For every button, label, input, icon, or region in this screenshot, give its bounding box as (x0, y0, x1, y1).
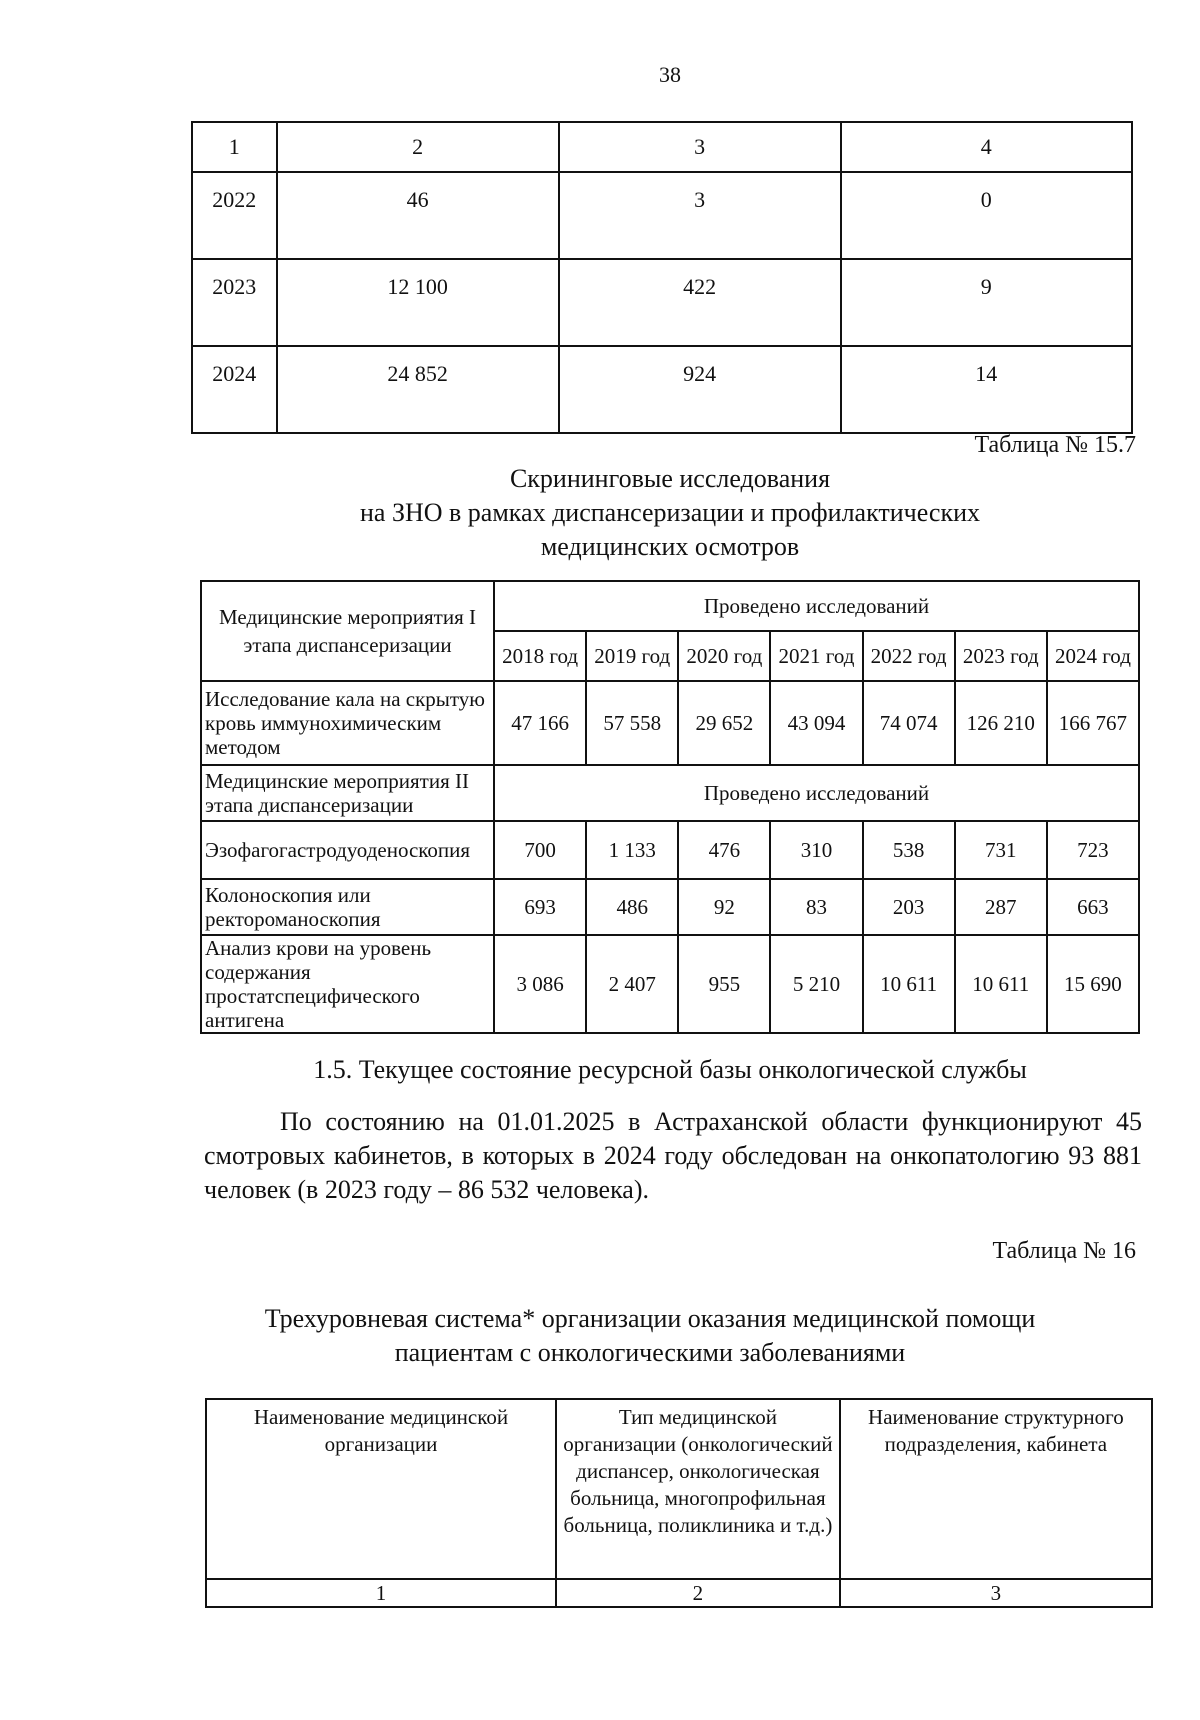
table-cell: 10 611 (863, 935, 955, 1033)
year-header: 2018 год (494, 631, 586, 681)
column-number: 1 (206, 1579, 556, 1607)
table-cell: 1 133 (586, 821, 678, 879)
stage2-header-row (201, 765, 1139, 821)
table-cell: 693 (494, 879, 586, 935)
table-caption (0, 462, 1200, 564)
table-cell: 723 (1047, 821, 1139, 879)
table-cell: 700 (494, 821, 586, 879)
table-cell: 9 (841, 259, 1132, 346)
table-header-cell: Наименование медицинской организации (206, 1399, 556, 1579)
stage2-header: Медицинские мероприятия II этапа диспансеризации (201, 765, 494, 821)
table-cell: 476 (678, 821, 770, 879)
caption-line: на ЗНО в рамках диспансеризации и профилактических (359, 498, 980, 527)
table-cell: 92 (678, 879, 770, 935)
table-header-row (192, 122, 1132, 172)
table-cell: 2023 (192, 259, 277, 346)
screening-table (200, 580, 1140, 1034)
table-cell: 166 767 (1047, 681, 1139, 765)
caption-line: медицинских осмотров (540, 532, 800, 561)
table-cell: 731 (955, 821, 1047, 879)
table-cell: 310 (770, 821, 862, 879)
column-number-row (206, 1579, 1152, 1607)
table-label: Таблица № 15.7 (974, 432, 1136, 458)
year-header: 2023 год (955, 631, 1047, 681)
table-row (201, 681, 1139, 765)
table-cell: 57 558 (586, 681, 678, 765)
table-cell: 422 (559, 259, 841, 346)
table-cell: 83 (770, 879, 862, 935)
table-label: Таблица № 16 (992, 1238, 1136, 1264)
stage1-header: Медицинские мероприятия I этапа диспансеризации (201, 581, 494, 681)
table-cell: 47 166 (494, 681, 586, 765)
table-row (201, 879, 1139, 935)
three-level-system-table (205, 1398, 1153, 1608)
table-header-cell: Наименование структурного подразделения, кабинета (840, 1399, 1152, 1579)
row-label: Эзофагогастродуоденоскопия (201, 821, 494, 879)
table-cell: 2022 (192, 172, 277, 259)
table-caption (0, 1302, 1200, 1370)
table-cell: 287 (955, 879, 1047, 935)
year-header: 2021 год (770, 631, 862, 681)
table-cell: 24 852 (277, 346, 559, 433)
table-cell: 924 (559, 346, 841, 433)
table-header-cell: 4 (841, 122, 1132, 172)
column-number: 2 (556, 1579, 840, 1607)
table-cell: 663 (1047, 879, 1139, 935)
table-cell: 5 210 (770, 935, 862, 1033)
table-cell: 2024 (192, 346, 277, 433)
group-header: Проведено исследований (494, 581, 1139, 631)
table-cell: 15 690 (1047, 935, 1139, 1033)
table-cell: 126 210 (955, 681, 1047, 765)
table-row (192, 346, 1132, 433)
table-cell: 43 094 (770, 681, 862, 765)
table-cell: 486 (586, 879, 678, 935)
table-cell: 203 (863, 879, 955, 935)
table-cell: 74 074 (863, 681, 955, 765)
continuation-table (191, 121, 1133, 434)
table-row (201, 935, 1139, 1033)
table-header-cell: Тип медицинской организации (онкологический диспансер, онкологическая больница, многопрофильная больница, поликлиника и т.д.) (556, 1399, 840, 1579)
year-header: 2024 год (1047, 631, 1139, 681)
row-label: Колоноскопия или ректороманоскопия (201, 879, 494, 935)
caption-line: Трехуровневая система* организации оказания медицинской помощи (264, 1304, 1036, 1333)
caption-line: пациентам с онкологическими заболеваниями (394, 1338, 906, 1367)
table-cell: 3 (559, 172, 841, 259)
body-paragraph: По состоянию на 01.01.2025 в Астраханской области функционируют 45 смотровых кабинетов, в которых в 2024 году обследован на онкопатологию 93 881 человек (в 2023 году – 86 532 человека). (204, 1107, 1142, 1204)
table-cell: 0 (841, 172, 1132, 259)
year-header: 2019 год (586, 631, 678, 681)
table-cell: 2 407 (586, 935, 678, 1033)
table-cell: 12 100 (277, 259, 559, 346)
year-header: 2022 год (863, 631, 955, 681)
group-header: Проведено исследований (494, 765, 1139, 821)
table-cell: 955 (678, 935, 770, 1033)
table-cell: 14 (841, 346, 1132, 433)
table-row (201, 821, 1139, 879)
page-number: 38 (659, 62, 681, 87)
table-row (192, 259, 1132, 346)
table-cell: 29 652 (678, 681, 770, 765)
table-cell: 10 611 (955, 935, 1047, 1033)
table-header-cell: 2 (277, 122, 559, 172)
row-label: Анализ крови на уровень содержания простатспецифического антигена (201, 935, 494, 1033)
caption-line: Скрининговые исследования (509, 464, 831, 493)
section-heading: 1.5. Текущее состояние ресурсной базы онкологической службы (313, 1055, 1027, 1084)
table-row (192, 172, 1132, 259)
table-header-cell: 3 (559, 122, 841, 172)
table-header-cell: 1 (192, 122, 277, 172)
table-cell: 46 (277, 172, 559, 259)
row-label: Исследование кала на скрытую кровь иммунохимическим методом (201, 681, 494, 765)
year-header: 2020 год (678, 631, 770, 681)
table-header-row (206, 1399, 1152, 1579)
column-number: 3 (840, 1579, 1152, 1607)
table-cell: 3 086 (494, 935, 586, 1033)
table-header-row (201, 581, 1139, 631)
table-cell: 538 (863, 821, 955, 879)
